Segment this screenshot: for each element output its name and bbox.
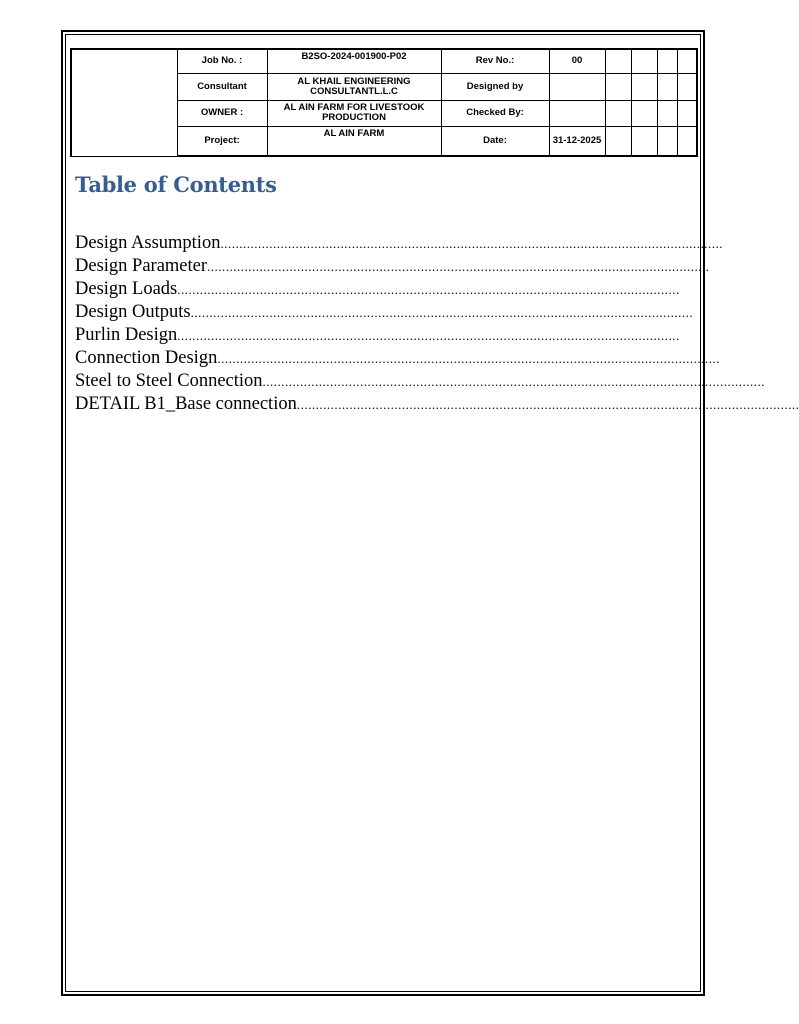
revision-blank-cell — [657, 49, 677, 73]
rev-no-value: 00 — [549, 49, 605, 73]
revision-blank-cell — [605, 100, 631, 126]
revision-blank-cell — [677, 49, 697, 73]
consultant-label: Consultant — [177, 73, 267, 100]
revision-blank-cell — [677, 73, 697, 100]
designed-by-value — [549, 73, 605, 100]
toc-entry[interactable] — [75, 255, 710, 278]
job-no-value: B2SO-2024-001900-P02 — [267, 49, 441, 73]
toc-entry-title: Purlin Design — [75, 325, 178, 345]
revision-blank-cell — [605, 49, 631, 73]
checked-by-label: Checked By: — [441, 100, 549, 126]
toc-entry-title: Connection Design — [75, 348, 218, 368]
toc-entry[interactable] — [75, 278, 680, 301]
toc-entry[interactable] — [75, 232, 723, 255]
revision-blank-cell — [657, 73, 677, 100]
toc-entry[interactable] — [75, 301, 694, 324]
toc-dot-leader: ...................................................................................................................................... — [207, 259, 710, 274]
toc-entry[interactable] — [75, 324, 680, 347]
designed-by-label: Designed by — [441, 73, 549, 100]
title-block-row — [71, 49, 697, 73]
toc-dot-leader: ...................................................................................................................................... — [262, 374, 766, 389]
rev-no-label: Rev No.: — [441, 49, 549, 73]
checked-by-value — [549, 100, 605, 126]
owner-value: AL AIN FARM FOR LIVESTOOK PRODUCTION — [267, 100, 441, 126]
toc-entry-title: DETAIL B1_Base connection — [75, 394, 297, 414]
consultant-value: AL KHAIL ENGINEERING CONSULTANTL.L.C — [267, 73, 441, 100]
revision-blank-cell — [631, 100, 657, 126]
project-value: AL AIN FARM — [267, 126, 441, 156]
logo-cell — [71, 49, 177, 156]
toc-entry-title: Design Outputs — [75, 302, 191, 322]
title-block-table — [70, 48, 698, 157]
revision-blank-cell — [677, 126, 697, 156]
toc-dot-leader: ...................................................................................................................................... — [190, 305, 694, 320]
revision-blank-cell — [657, 126, 677, 156]
toc-entry[interactable] — [75, 393, 799, 416]
owner-label: OWNER : — [177, 100, 267, 126]
date-value: 31-12-2025 — [549, 126, 605, 156]
toc-entry-title: Design Parameter — [75, 256, 208, 276]
revision-blank-cell — [657, 100, 677, 126]
revision-blank-cell — [677, 100, 697, 126]
toc-entry-title: Design Assumption — [75, 233, 221, 253]
toc-dot-leader: ...................................................................................................................................... — [217, 351, 720, 366]
toc-dot-leader: ...................................................................................................................................... — [177, 328, 680, 343]
toc-entry-title: Steel to Steel Connection — [75, 371, 263, 391]
revision-blank-cell — [605, 73, 631, 100]
job-no-label: Job No. : — [177, 49, 267, 73]
toc-dot-leader: ...................................................................................................................................... — [296, 397, 799, 412]
toc-heading: Table of Contents — [75, 172, 277, 197]
toc-entry[interactable] — [75, 347, 720, 370]
revision-blank-cell — [631, 126, 657, 156]
revision-blank-cell — [631, 49, 657, 73]
revision-blank-cell — [631, 73, 657, 100]
toc-dot-leader: ...................................................................................................................................... — [177, 282, 680, 297]
toc-entry[interactable] — [75, 370, 766, 393]
toc-dot-leader: ...................................................................................................................................... — [220, 236, 723, 251]
revision-blank-cell — [605, 126, 631, 156]
project-label: Project: — [177, 126, 267, 156]
toc-list — [75, 232, 799, 416]
toc-entry-title: Design Loads — [75, 279, 178, 299]
date-label: Date: — [441, 126, 549, 156]
